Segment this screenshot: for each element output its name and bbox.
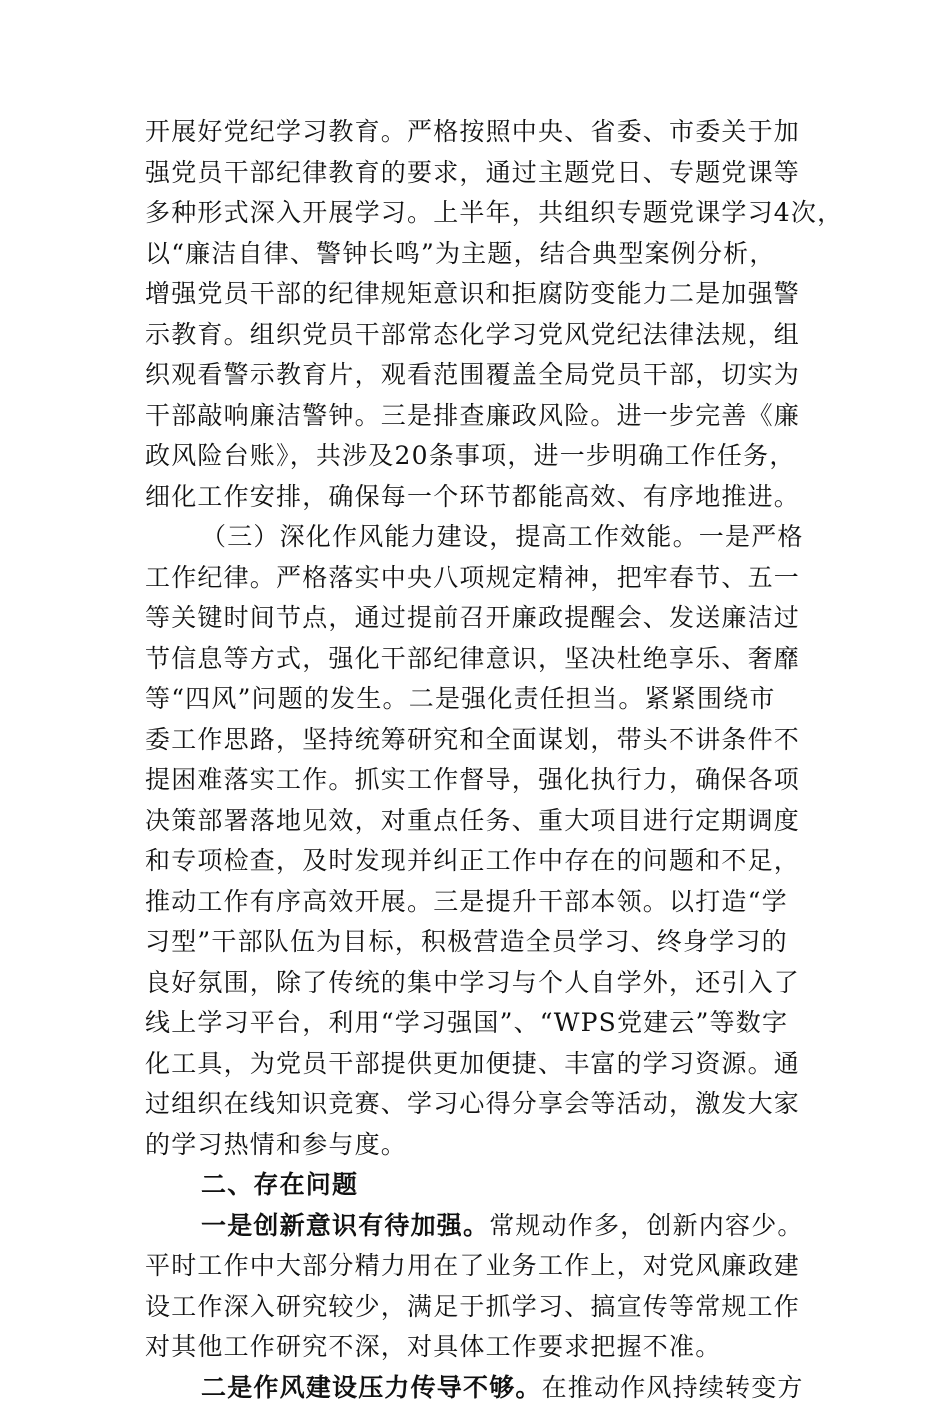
text-line: 示教育。组织党员干部常态化学习党风党纪法律法规，组 xyxy=(145,315,810,356)
text-line: 的学习热情和参与度。 xyxy=(145,1125,810,1166)
text-line: 平时工作中大部分精力用在了业务工作上，对党风廉政建 xyxy=(145,1246,810,1287)
text-line: 习型”干部队伍为目标，积极营造全员学习、终身学习的 xyxy=(145,922,810,963)
text-line: 线上学习平台，利用“学习强国”、“WPS党建云”等数字 xyxy=(145,1003,810,1044)
text-line: 过组织在线知识竞赛、学习心得分享会等活动，激发大家 xyxy=(145,1084,810,1125)
problem-one-text: 常规动作多，创新内容少。 xyxy=(489,1211,803,1240)
problem-two-title: 二是作风建设压力传导不够。 xyxy=(201,1373,542,1402)
text-line: 增强党员干部的纪律规矩意识和拒腐防变能力二是加强警 xyxy=(145,274,810,315)
text-line: 设工作深入研究较少，满足于抓学习、搞宣传等常规工作 xyxy=(145,1287,810,1328)
text-line: 化工具，为党员干部提供更加便捷、丰富的学习资源。通 xyxy=(145,1044,810,1085)
text-line: 多种形式深入开展学习。上半年，共组织专题党课学习4次， xyxy=(145,193,810,234)
text-line: 节信息等方式，强化干部纪律意识，坚决杜绝享乐、奢靡 xyxy=(145,639,810,680)
text-line: 干部敲响廉洁警钟。三是排查廉政风险。进一步完善《廉 xyxy=(145,396,810,437)
text-line: 良好氛围，除了传统的集中学习与个人自学外，还引入了 xyxy=(145,963,810,1004)
document-body xyxy=(145,112,810,1408)
text-line: 决策部署落地见效，对重点任务、重大项目进行定期调度 xyxy=(145,801,810,842)
text-line: 政风险台账》，共涉及20条事项，进一步明确工作任务， xyxy=(145,436,810,477)
text-line: 等关键时间节点，通过提前召开廉政提醒会、发送廉洁过 xyxy=(145,598,810,639)
text-line: 织观看警示教育片，观看范围覆盖全局党员干部，切实为 xyxy=(145,355,810,396)
text-line: 工作纪律。严格落实中央八项规定精神，把牢春节、五一 xyxy=(145,558,810,599)
problem-two-text: 在推动作风持续转变方 xyxy=(542,1373,804,1402)
problem-one-title: 一是创新意识有待加强。 xyxy=(201,1211,489,1240)
text-line: 和专项检查，及时发现并纠正工作中存在的问题和不足， xyxy=(145,841,810,882)
text-line: 以“廉洁自律、警钟长鸣”为主题，结合典型案例分析， xyxy=(145,234,810,275)
text-line: 提困难落实工作。抓实工作督导，强化执行力，确保各项 xyxy=(145,760,810,801)
text-line: 开展好党纪学习教育。严格按照中央、省委、市委关于加 xyxy=(145,112,810,153)
problem-two-first-line xyxy=(145,1368,810,1408)
text-line: 委工作思路，坚持统筹研究和全面谋划，带头不讲条件不 xyxy=(145,720,810,761)
text-line: 推动工作有序高效开展。三是提升干部本领。以打造“学 xyxy=(145,882,810,923)
section-heading: 二、存在问题 xyxy=(145,1165,810,1206)
text-line: 强党员干部纪律教育的要求，通过主题党日、专题党课等 xyxy=(145,153,810,194)
text-line: 等“四风”问题的发生。二是强化责任担当。紧紧围绕市 xyxy=(145,679,810,720)
text-line: 对其他工作研究不深，对具体工作要求把握不准。 xyxy=(145,1327,810,1368)
problem-one-first-line xyxy=(145,1206,810,1247)
section-three-first-line: （三）深化作风能力建设，提高工作效能。一是严格 xyxy=(145,517,810,558)
text-line: 细化工作安排，确保每一个环节都能高效、有序地推进。 xyxy=(145,477,810,518)
